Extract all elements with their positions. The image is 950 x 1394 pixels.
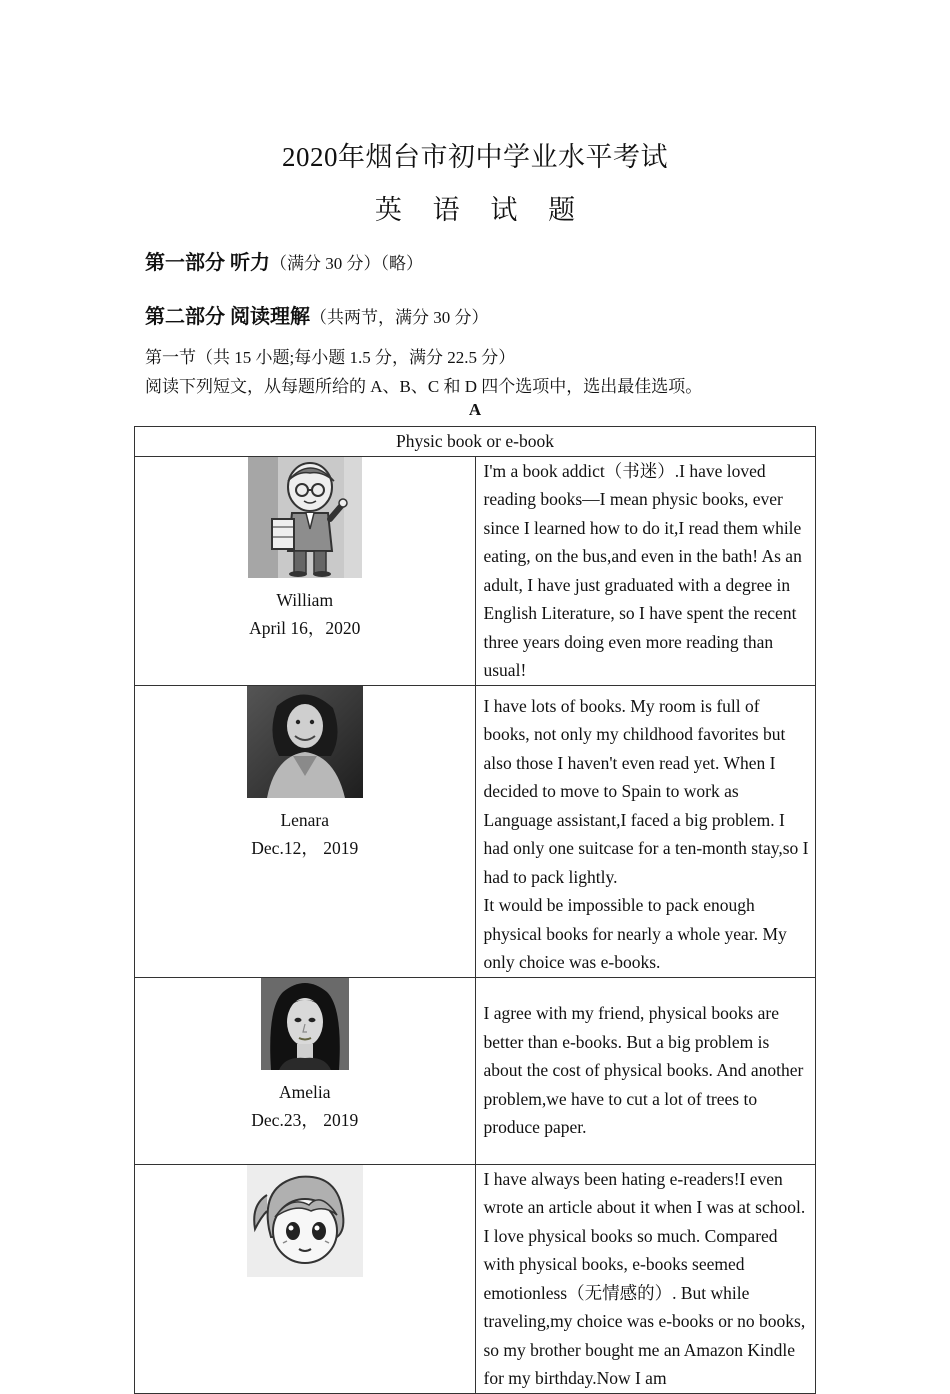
- part-one-title: 第一部分 听力: [145, 252, 270, 274]
- part-two-title: 第二部分 阅读理解: [145, 306, 310, 328]
- post-text: I have always been hating e-readers!I even wrote an article about it when I was at school. I love physical books so much. Compared with physical books, e-books seemed emotionless（无情感的）. But while traveling,my choice was e-books or no books, so my brother bought me an Amazon Kindle for my birthday.Now I am: [475, 1164, 816, 1393]
- table-row: [135, 1164, 816, 1393]
- passage-label: A: [468, 400, 482, 419]
- section-one-info: 第一节（共 15 小题;每小题 1.5 分，满分 22.5 分）: [145, 348, 516, 367]
- post-text: I have lots of books. My room is full of books, not only my childhood favorites but also those I haven't even read yet. When I decided to move to Spain to work as Language assistant,I faced a big problem. I had only one suitcase for a ten-month stay,so I had to pack lightly.: [483, 695, 809, 887]
- author-name: William: [276, 589, 334, 610]
- post-text: I'm a book addict（书迷）.I have loved reading books—I mean physic books, ever since I learned how to do it,I read them while eating, on the bus,and even in the bath! As an adult, I have just graduated with a degree in English Literature, so I have spent the recent three years doing even more reading than usual!: [475, 456, 816, 685]
- exam-title: 2020年烟台市初中学业水平考试: [282, 142, 668, 172]
- part-one-heading: [145, 246, 423, 275]
- post-text-continued: It would be impossible to pack enough physical books for nearly a whole year. My only choice was e-books.: [483, 895, 787, 972]
- author-name: Amelia: [278, 1081, 331, 1102]
- table-title: Physic book or e-book: [135, 427, 816, 457]
- author-cell: [135, 977, 476, 1164]
- table-row: [135, 456, 816, 685]
- author-cell: [135, 685, 476, 977]
- post-text-cell: [475, 685, 816, 977]
- girl-portrait-photo-icon: [261, 978, 349, 1070]
- author-cell: [135, 456, 476, 685]
- table-row: [135, 977, 816, 1164]
- exam-subtitle: 英 语 试 题: [374, 195, 588, 225]
- part-two-heading: [145, 300, 489, 329]
- woman-portrait-photo-icon: [247, 686, 363, 798]
- part-one-note: （满分 30 分）（略）: [270, 254, 423, 273]
- author-cell: [135, 1164, 476, 1393]
- part-two-note: （共两节，满分 30 分）: [310, 308, 489, 327]
- section-one-instructions: 阅读下列短文，从每题所给的 A、B、C 和 D 四个选项中，选出最佳选项。: [145, 377, 703, 396]
- post-date: Dec.23， 2019: [251, 1110, 359, 1130]
- passage-table: [134, 426, 816, 1394]
- post-text: I agree with my friend, physical books are better than e-books. But a big problem is about the cost of physical books. And another problem,we have to cut a lot of trees to produce paper.: [475, 977, 816, 1164]
- post-date: April 16，2020: [249, 618, 361, 638]
- author-name: Lenara: [280, 809, 330, 830]
- cartoon-boy-with-books-icon: [248, 457, 362, 578]
- post-date: Dec.12， 2019: [251, 838, 359, 858]
- table-row: [135, 685, 816, 977]
- cartoon-girl-ponytail-icon: [247, 1165, 363, 1277]
